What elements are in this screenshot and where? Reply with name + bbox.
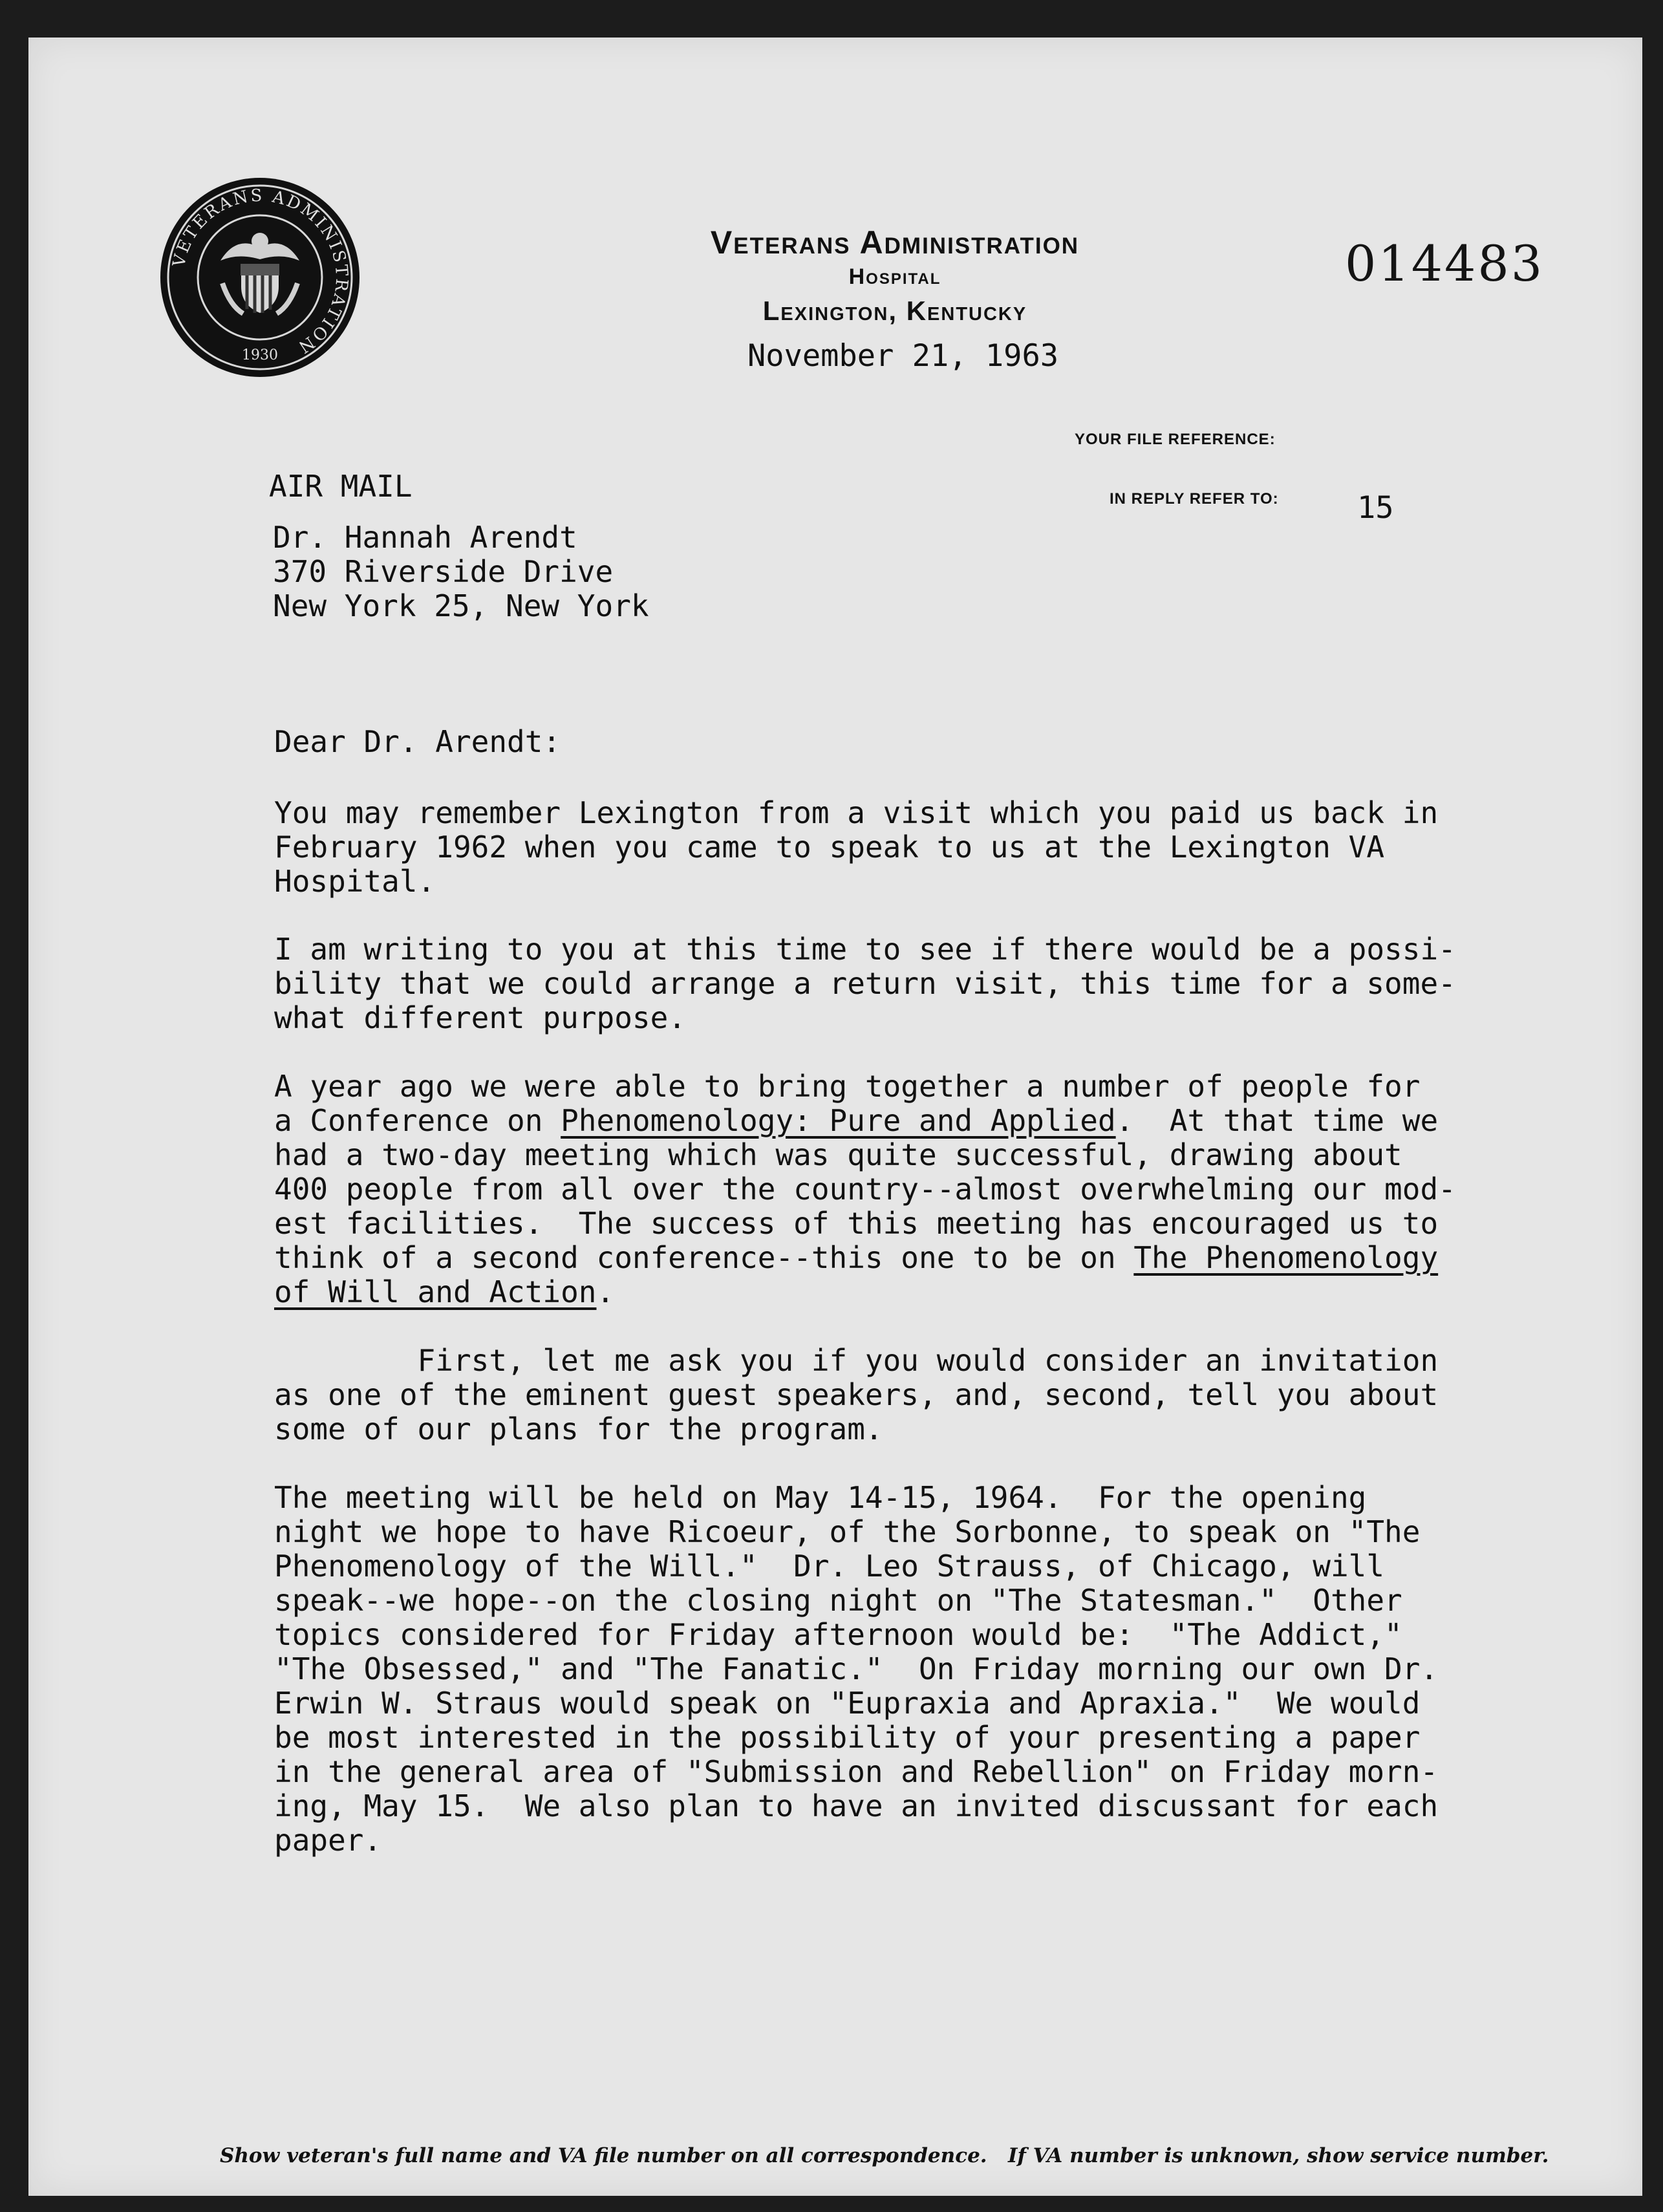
paragraph-line: Erwin W. Straus would speak on "Eupraxia and Apraxia." We would (274, 1686, 1421, 1721)
paragraph-line: 400 people from all over the country--almost overwhelming our mod- (274, 1172, 1456, 1207)
letter-date: November 21, 1963 (747, 338, 1059, 374)
paragraph-line: in the general area of "Submission and Rebellion" on Friday morn- (274, 1754, 1439, 1789)
letterhead (623, 222, 1166, 332)
recipient-name: Dr. Hannah Arendt (273, 520, 577, 555)
paragraph-line: February 1962 when you came to speak to us at the Lexington VA (274, 830, 1385, 864)
text-run: a Conference on (274, 1103, 561, 1138)
paragraph-4 (274, 1344, 1438, 1446)
file-reference-label: YOUR FILE REFERENCE: (1075, 431, 1276, 448)
paragraph-1 (274, 796, 1438, 899)
paragraph-line: est facilities. The success of this meeting has encouraged us to (274, 1206, 1439, 1241)
division-name: Hospital (848, 264, 941, 289)
paragraph-line: A year ago we were able to bring together a number of people for (274, 1069, 1421, 1104)
seal-year: 1930 (242, 347, 278, 363)
footer-instruction: Show veteran's full name and VA file number on all correspondence. If VA number is unknown, show service number. (220, 2144, 1549, 2167)
second-conference-title-underlined: The Phenomenology (1133, 1240, 1439, 1275)
paragraph-line: speak--we hope--on the closing night on "The Statesman." Other (274, 1583, 1402, 1618)
paragraph-line: as one of the eminent guest speakers, and, second, tell you about (274, 1377, 1439, 1412)
text-run: think of a second conference--this one to be on (274, 1240, 1134, 1275)
paragraph-line: The meeting will be held on May 14-15, 1964. For the opening (274, 1480, 1367, 1515)
recipient-city: New York 25, New York (273, 588, 649, 623)
paragraph-line: First, let me ask you if you would consider an invitation (274, 1343, 1439, 1378)
paragraph-5 (274, 1481, 1438, 1858)
paragraph-line: Phenomenology of the Will." Dr. Leo Strauss, of Chicago, will (274, 1549, 1385, 1584)
paragraph-line: what different purpose. (274, 1000, 686, 1035)
seal-ring-text: VETERANS ADMINISTRATION (169, 186, 352, 358)
paragraph-line: night we hope to have Ricoeur, of the Sorbonne, to speak on "The (274, 1514, 1421, 1549)
paragraph-line: topics considered for Friday afternoon would be: "The Addict," (274, 1617, 1402, 1652)
location: Lexington, Kentucky (762, 295, 1027, 326)
paragraph-3 (274, 1069, 1456, 1309)
paragraph-line (274, 1241, 1456, 1275)
text-run: . (596, 1274, 615, 1309)
document-number: 014483 (1345, 235, 1545, 292)
paragraph-line: Hospital. (274, 864, 436, 899)
paragraph-line (274, 1104, 1456, 1138)
paragraph-line: I am writing to you at this time to see if there would be a possi- (274, 932, 1456, 967)
text-run: . At that time we (1115, 1103, 1439, 1138)
paragraph-line: some of our plans for the program. (274, 1412, 883, 1446)
paragraph-line (274, 1275, 1456, 1309)
letter-page (28, 38, 1642, 2196)
reply-refer-label: IN REPLY REFER TO: (1110, 490, 1279, 508)
conference-title-underlined: Phenomenology: Pure and Applied (561, 1103, 1116, 1138)
second-conference-title-underlined: of Will and Action (274, 1274, 597, 1309)
paragraph-line: ing, May 15. We also plan to have an invited discussant for each (274, 1788, 1439, 1823)
salutation: Dear Dr. Arendt: (274, 724, 561, 759)
paragraph-line: bility that we could arrange a return visit, this time for a some- (274, 966, 1456, 1001)
va-seal-logo (159, 177, 361, 378)
reply-refer-value: 15 (1357, 490, 1394, 526)
delivery-method: AIR MAIL (269, 469, 413, 504)
recipient-street: 370 Riverside Drive (273, 554, 614, 589)
paragraph-line: You may remember Lexington from a visit which you paid us back in (274, 795, 1439, 830)
paragraph-line: paper. (274, 1823, 382, 1858)
paragraph-line: had a two-day meeting which was quite successful, drawing about (274, 1137, 1402, 1172)
paragraph-line: be most interested in the possibility of your presenting a paper (274, 1720, 1421, 1755)
recipient-address (273, 521, 649, 623)
organization-name: Veterans Administration (710, 224, 1080, 261)
paragraph-line: "The Obsessed," and "The Fanatic." On Friday morning our own Dr. (274, 1651, 1439, 1686)
paragraph-2 (274, 932, 1456, 1035)
